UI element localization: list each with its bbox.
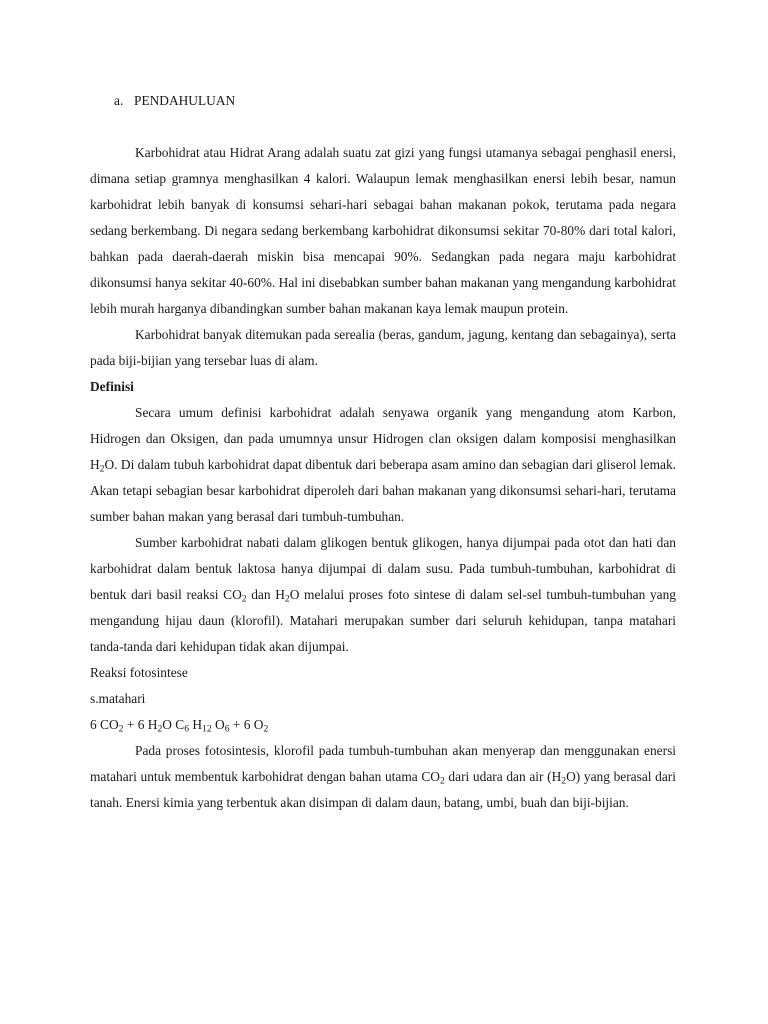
- text-run: O melalui proses foto sintese di dalam sel-sel tumbuh-tumbuhan yang mengandung hijau daun (klorofil). Matahari merupakan sumber dari seluruh kehidupan, tanpa matahari tanda-tanda dari kehidupan tidak akan dijumpai.: [90, 587, 676, 654]
- subscript: 2: [118, 723, 124, 735]
- text-run: Sumber karbohidrat nabati dalam glikogen bentuk glikogen, hanya dijumpai pada otot dan hati dan karbohidrat dalam bentuk laktosa hanya dijumpai di dalam susu. Pada tumbuh-tumbuhan, karbohidrat di bentuk dari basil reaksi CO: [90, 535, 676, 602]
- text-run: Pada proses fotosintesis, klorofil pada tumbuh-tumbuhan akan menyerap dan menggunakan enersi matahari untuk membentuk karbohidrat dengan bahan utama CO: [90, 743, 676, 784]
- reaction-label: Reaksi fotosintese: [90, 665, 188, 680]
- intro-paragraph-2: Karbohidrat banyak ditemukan pada serealia (beras, gandum, jagung, kentang dan sebagainya), serta pada biji-bijian yang tersebar luas di alam.: [90, 327, 676, 368]
- formula-term: + 6 O: [229, 717, 264, 732]
- text-run: Secara umum definisi karbohidrat adalah senyawa organik yang mengandung atom Karbon, Hidrogen dan Oksigen, dan pada umumnya unsur Hidrogen clan oksigen dalam komposisi menghasilkan H: [90, 405, 676, 472]
- subscript: 2: [241, 593, 247, 605]
- subscript: 2: [439, 775, 445, 787]
- formula-term: O: [211, 717, 225, 732]
- subscript: 12: [202, 723, 212, 735]
- formula-term: H: [189, 717, 203, 732]
- formula-term: + 6 H: [123, 717, 158, 732]
- document-page: [90, 88, 676, 816]
- subscript: 2: [561, 775, 567, 787]
- subscript: 6: [184, 723, 190, 735]
- subscript: 2: [284, 593, 290, 605]
- text-run: O. Di dalam tubuh karbohidrat dapat dibentuk dari beberapa asam amino dan sebagian dari gliserol lemak. Akan tetapi sebagian besar karbohidrat diperoleh dari bahan makanan yang dikonsumsi sehari-hari, terutama sumber bahan makan yang berasal dari tumbuh-tumbuhan.: [90, 457, 676, 524]
- text-run: dari udara dan air (H: [444, 769, 562, 784]
- reaction-condition: s.matahari: [90, 691, 146, 706]
- photosynthesis-paragraph: [90, 738, 676, 816]
- definition-paragraph-2: [90, 530, 676, 660]
- text-run: dan H: [246, 587, 285, 602]
- intro-paragraph-1: Karbohidrat atau Hidrat Arang adalah suatu zat gizi yang fungsi utamanya sebagai penghasil enersi, dimana setiap gramnya menghasilkan 4 kalori. Walaupun lemak menghasilkan enersi lebih besar, namun karbohidrat lebih banyak di konsumsi sehari-hari sebagai bahan makanan pokok, terutama pada negara sedang berkembang. Di negara sedang berkembang karbohidrat dikonsumsi sekitar 70-80% dari total kalori, bahkan pada daerah-daerah miskin bisa mencapai 90%. Sedangkan pada negara maju karbohidrat dikonsumsi hanya sekitar 40-60%. Hal ini disebabkan sumber bahan makanan yang mengandung karbohidrat lebih murah harganya dibandingkan sumber bahan makanan kaya lemak maupun protein.: [90, 145, 676, 316]
- subscript: 2: [263, 723, 269, 735]
- section-number: a.: [114, 93, 124, 108]
- text-run: O) yang berasal dari tanah. Enersi kimia yang terbentuk akan disimpan di dalam daun, batang, umbi, buah dan biji-bijian.: [90, 769, 676, 810]
- formula-term: O C: [162, 717, 185, 732]
- subscript: 6: [224, 723, 230, 735]
- section-heading: [90, 88, 676, 114]
- definition-paragraph-1: [90, 400, 676, 530]
- formula-term: 6 CO: [90, 717, 119, 732]
- photosynthesis-formula: [90, 712, 676, 738]
- section-title: PENDAHULUAN: [134, 93, 236, 108]
- subscript: 2: [157, 723, 163, 735]
- definition-heading: Definisi: [90, 379, 134, 394]
- subscript: 2: [99, 463, 105, 475]
